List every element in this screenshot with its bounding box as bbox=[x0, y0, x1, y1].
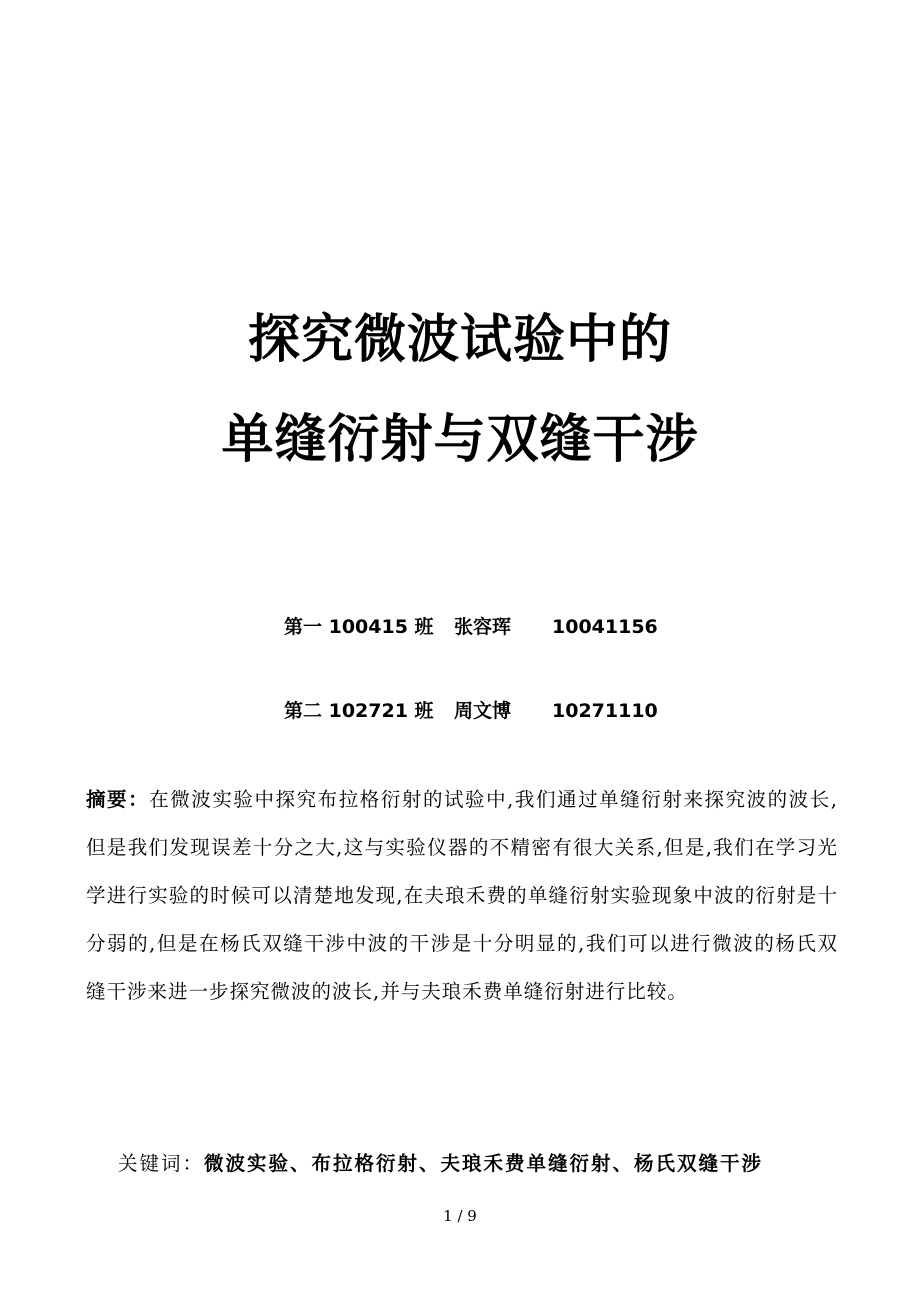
abstract bbox=[86, 776, 838, 1016]
keywords-value: 微波实验、布拉格衍射、夫琅禾费单缝衍射、杨氏双缝干涉 bbox=[204, 1152, 764, 1175]
author-class: 第一 100415 班 bbox=[284, 616, 434, 638]
author-id: 10271110 bbox=[552, 700, 658, 722]
keywords-label: 关键词： bbox=[118, 1152, 205, 1175]
page-number: 1 / 9 bbox=[443, 1207, 477, 1225]
author-id: 10041156 bbox=[552, 616, 658, 638]
author-class: 第二 102721 班 bbox=[284, 700, 434, 722]
abstract-label: 摘要： bbox=[86, 788, 150, 811]
author-line-2 bbox=[284, 696, 658, 726]
abstract-text: 在微波实验中探究布拉格衍射的试验中,我们通过单缝衍射来探究波的波长,但是我们发现误差十分之大,这与实验仪器的不精密有很大关系,但是,我们在学习光学进行实验的时候可以清楚地发现,在夫琅禾费的单缝衍射实验现象中波的衍射是十分弱的,但是在杨氏双缝干涉中波的干涉是十分明显的,我们可以进行微波的杨氏双缝干涉来进一步探究微波的波长,并与夫琅禾费单缝衍射进行比较。 bbox=[86, 788, 838, 1003]
author-line-1 bbox=[284, 612, 658, 642]
author-name: 周文博 bbox=[454, 700, 512, 722]
title-line-2: 单缝衍射与双缝干涉 bbox=[221, 409, 699, 470]
author-name: 张容珲 bbox=[454, 616, 512, 638]
keywords bbox=[118, 1146, 838, 1182]
title-line-1: 探究微波试验中的 bbox=[247, 309, 672, 370]
